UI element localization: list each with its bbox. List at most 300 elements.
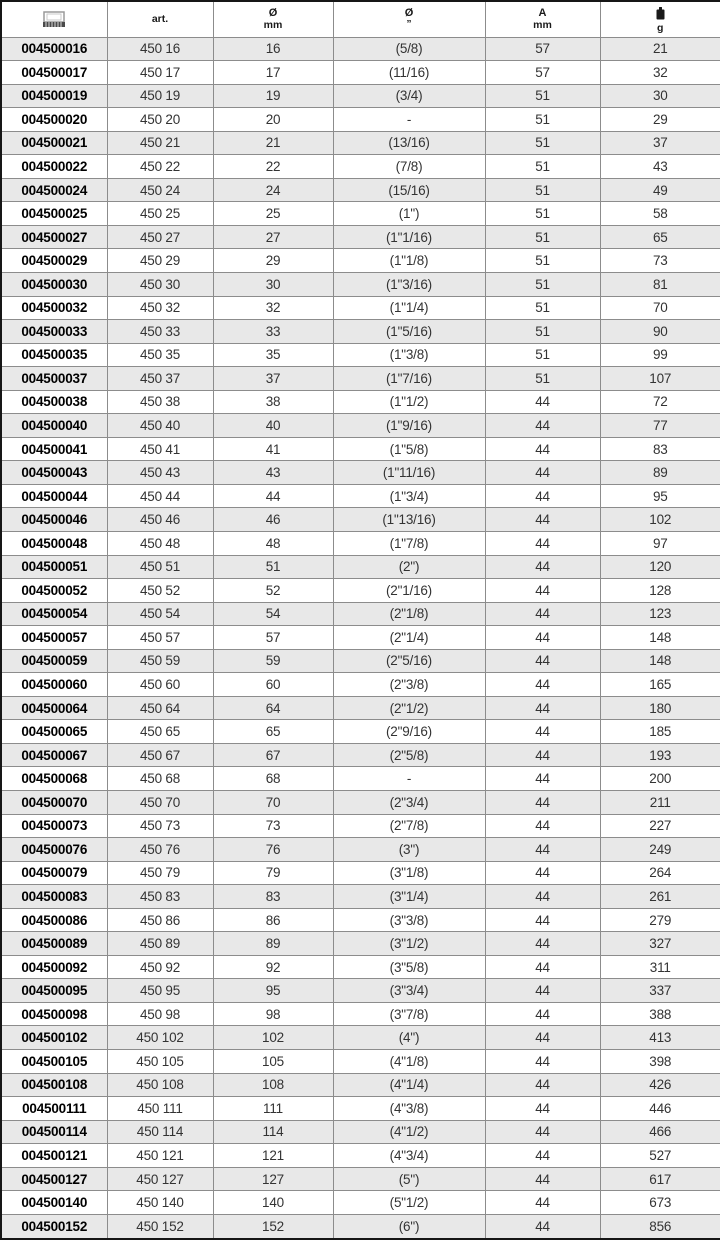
a-mm-cell: 51: [485, 84, 600, 108]
a-mm-cell: 51: [485, 178, 600, 202]
table-row: [1, 1002, 720, 1026]
diameter-mm-cell: 43: [213, 461, 333, 485]
diameter-inch-cell: (4"1/4): [333, 1073, 485, 1097]
table-header: [1, 1, 720, 37]
a-mm-cell: 44: [485, 814, 600, 838]
table-row: [1, 1097, 720, 1121]
art-cell: 450 19: [107, 84, 213, 108]
table-row: [1, 131, 720, 155]
ean-cell: 004500054: [1, 602, 107, 626]
diameter-mm-cell: 51: [213, 555, 333, 579]
ean-cell: 004500111: [1, 1097, 107, 1121]
weight-cell: 32: [600, 61, 720, 85]
weight-cell: 165: [600, 673, 720, 697]
table-row: [1, 531, 720, 555]
table-row: [1, 649, 720, 673]
column-unit-mm: mm: [263, 19, 283, 32]
ean-cell: 004500025: [1, 202, 107, 226]
diameter-mm-cell: 102: [213, 1026, 333, 1050]
a-mm-cell: 51: [485, 155, 600, 179]
weight-cell: 617: [600, 1167, 720, 1191]
diameter-mm-cell: 114: [213, 1120, 333, 1144]
art-cell: 450 57: [107, 626, 213, 650]
diameter-inch-cell: (15/16): [333, 178, 485, 202]
a-mm-cell: 44: [485, 390, 600, 414]
art-cell: 450 41: [107, 437, 213, 461]
ean-cell: 004500027: [1, 225, 107, 249]
a-mm-cell: 51: [485, 249, 600, 273]
art-cell: 450 33: [107, 320, 213, 344]
art-cell: 450 64: [107, 696, 213, 720]
art-cell: 450 65: [107, 720, 213, 744]
diameter-inch-cell: (1"13/16): [333, 508, 485, 532]
art-cell: 450 43: [107, 461, 213, 485]
table-row: [1, 390, 720, 414]
weight-cell: 107: [600, 367, 720, 391]
diameter-inch-cell: (1"7/16): [333, 367, 485, 391]
a-mm-cell: 44: [485, 531, 600, 555]
diameter-inch-cell: (3"1/2): [333, 932, 485, 956]
weight-cell: 673: [600, 1191, 720, 1215]
weight-cell: 99: [600, 343, 720, 367]
ean-cell: 004500105: [1, 1050, 107, 1074]
ean-cell: 004500052: [1, 579, 107, 603]
weight-cell: 58: [600, 202, 720, 226]
art-cell: 450 25: [107, 202, 213, 226]
diameter-inch-cell: (1"3/4): [333, 484, 485, 508]
weight-cell: 21: [600, 37, 720, 61]
diameter-mm-cell: 37: [213, 367, 333, 391]
a-mm-cell: 44: [485, 508, 600, 532]
weight-icon: [655, 7, 666, 20]
diameter-mm-cell: 83: [213, 885, 333, 909]
table-row: [1, 602, 720, 626]
a-mm-cell: 44: [485, 979, 600, 1003]
diameter-mm-cell: 79: [213, 861, 333, 885]
a-mm-cell: 44: [485, 1191, 600, 1215]
diameter-mm-cell: 29: [213, 249, 333, 273]
art-cell: 450 35: [107, 343, 213, 367]
art-cell: 450 95: [107, 979, 213, 1003]
diameter-mm-cell: 92: [213, 955, 333, 979]
table-row: [1, 555, 720, 579]
diameter-inch-cell: (2"5/8): [333, 743, 485, 767]
table-row: [1, 155, 720, 179]
weight-cell: 856: [600, 1214, 720, 1239]
column-header-diameter-mm: [213, 1, 333, 37]
ean-cell: 004500037: [1, 367, 107, 391]
a-mm-cell: 44: [485, 579, 600, 603]
diameter-mm-cell: 64: [213, 696, 333, 720]
column-unit-a-mm: mm: [533, 19, 552, 32]
weight-cell: 65: [600, 225, 720, 249]
table-row: [1, 838, 720, 862]
a-mm-cell: 44: [485, 414, 600, 438]
ean-cell: 004500020: [1, 108, 107, 132]
diameter-mm-cell: 22: [213, 155, 333, 179]
ean-cell: 004500019: [1, 84, 107, 108]
diameter-inch-cell: (2"1/2): [333, 696, 485, 720]
diameter-inch-cell: (7/8): [333, 155, 485, 179]
diameter-mm-cell: 89: [213, 932, 333, 956]
diameter-inch-cell: (1"3/16): [333, 272, 485, 296]
weight-cell: 200: [600, 767, 720, 791]
weight-cell: 123: [600, 602, 720, 626]
weight-cell: 279: [600, 908, 720, 932]
diameter-mm-cell: 48: [213, 531, 333, 555]
diameter-mm-cell: 46: [213, 508, 333, 532]
diameter-mm-cell: 52: [213, 579, 333, 603]
ean-cell: 004500033: [1, 320, 107, 344]
table-row: [1, 1050, 720, 1074]
diameter-inch-cell: (2"9/16): [333, 720, 485, 744]
diameter-inch-cell: (5/8): [333, 37, 485, 61]
diameter-mm-cell: 24: [213, 178, 333, 202]
table-row: [1, 84, 720, 108]
diameter-inch-cell: (1"9/16): [333, 414, 485, 438]
table-row: [1, 1167, 720, 1191]
column-label-diameter-inch: Ø: [404, 7, 414, 20]
table-row: [1, 367, 720, 391]
table-row: [1, 61, 720, 85]
table-body: [1, 37, 720, 1239]
diameter-mm-cell: 86: [213, 908, 333, 932]
art-cell: 450 86: [107, 908, 213, 932]
diameter-inch-cell: (1"5/16): [333, 320, 485, 344]
art-cell: 450 67: [107, 743, 213, 767]
ean-cell: 004500152: [1, 1214, 107, 1239]
diameter-mm-cell: 68: [213, 767, 333, 791]
art-cell: 450 60: [107, 673, 213, 697]
a-mm-cell: 44: [485, 437, 600, 461]
ean-cell: 004500059: [1, 649, 107, 673]
diameter-mm-cell: 57: [213, 626, 333, 650]
diameter-mm-cell: 127: [213, 1167, 333, 1191]
art-cell: 450 27: [107, 225, 213, 249]
table-row: [1, 320, 720, 344]
a-mm-cell: 44: [485, 673, 600, 697]
ean-cell: 004500030: [1, 272, 107, 296]
art-cell: 450 17: [107, 61, 213, 85]
ean-cell: 004500070: [1, 791, 107, 815]
ean-cell: 004500051: [1, 555, 107, 579]
diameter-mm-cell: 35: [213, 343, 333, 367]
table-row: [1, 1120, 720, 1144]
diameter-inch-cell: (1"7/8): [333, 531, 485, 555]
table-row: [1, 673, 720, 697]
a-mm-cell: 51: [485, 320, 600, 344]
diameter-inch-cell: (4"1/2): [333, 1120, 485, 1144]
weight-cell: 83: [600, 437, 720, 461]
art-cell: 450 68: [107, 767, 213, 791]
weight-cell: 180: [600, 696, 720, 720]
diameter-inch-cell: -: [333, 767, 485, 791]
diameter-mm-cell: 38: [213, 390, 333, 414]
table-row: [1, 955, 720, 979]
table-row: [1, 932, 720, 956]
a-mm-cell: 44: [485, 1214, 600, 1239]
diameter-inch-cell: (4"3/8): [333, 1097, 485, 1121]
diameter-inch-cell: (3"7/8): [333, 1002, 485, 1026]
table-row: [1, 1191, 720, 1215]
table-row: [1, 1214, 720, 1239]
column-unit-g: g: [657, 22, 664, 35]
a-mm-cell: 44: [485, 696, 600, 720]
table-row: [1, 696, 720, 720]
ean-cell: 004500041: [1, 437, 107, 461]
column-header-a-mm: [485, 1, 600, 37]
a-mm-cell: 44: [485, 626, 600, 650]
weight-cell: 120: [600, 555, 720, 579]
diameter-inch-cell: (13/16): [333, 131, 485, 155]
ean-cell: 004500044: [1, 484, 107, 508]
diameter-inch-cell: (1"1/16): [333, 225, 485, 249]
art-cell: 450 24: [107, 178, 213, 202]
table-row: [1, 908, 720, 932]
column-label-diameter: Ø: [268, 7, 278, 20]
column-header-weight: [600, 1, 720, 37]
diameter-mm-cell: 95: [213, 979, 333, 1003]
a-mm-cell: 44: [485, 649, 600, 673]
a-mm-cell: 44: [485, 1120, 600, 1144]
diameter-mm-cell: 59: [213, 649, 333, 673]
weight-cell: 311: [600, 955, 720, 979]
weight-cell: 193: [600, 743, 720, 767]
weight-cell: 37: [600, 131, 720, 155]
art-cell: 450 70: [107, 791, 213, 815]
table-row: [1, 296, 720, 320]
diameter-inch-cell: (1"1/8): [333, 249, 485, 273]
weight-cell: 466: [600, 1120, 720, 1144]
ean-cell: 004500086: [1, 908, 107, 932]
art-cell: 450 16: [107, 37, 213, 61]
column-header-ean: [1, 1, 107, 37]
diameter-inch-cell: (1"1/4): [333, 296, 485, 320]
table-row: [1, 343, 720, 367]
a-mm-cell: 57: [485, 37, 600, 61]
art-cell: 450 79: [107, 861, 213, 885]
diameter-inch-cell: (3/4): [333, 84, 485, 108]
table-row: [1, 861, 720, 885]
art-cell: 450 44: [107, 484, 213, 508]
a-mm-cell: 44: [485, 484, 600, 508]
ean-cell: 004500048: [1, 531, 107, 555]
ean-cell: 004500140: [1, 1191, 107, 1215]
a-mm-cell: 44: [485, 861, 600, 885]
diameter-mm-cell: 70: [213, 791, 333, 815]
weight-cell: 89: [600, 461, 720, 485]
art-cell: 450 102: [107, 1026, 213, 1050]
ean-cell: 004500024: [1, 178, 107, 202]
art-cell: 450 89: [107, 932, 213, 956]
a-mm-cell: 44: [485, 885, 600, 909]
a-mm-cell: 51: [485, 343, 600, 367]
art-cell: 450 52: [107, 579, 213, 603]
a-mm-cell: 44: [485, 1097, 600, 1121]
diameter-mm-cell: 44: [213, 484, 333, 508]
ean-cell: 004500057: [1, 626, 107, 650]
ean-cell: 004500076: [1, 838, 107, 862]
column-header-diameter-inch: [333, 1, 485, 37]
ean-cell: 004500083: [1, 885, 107, 909]
ean-cell: 004500067: [1, 743, 107, 767]
diameter-inch-cell: (2"1/4): [333, 626, 485, 650]
diameter-inch-cell: (11/16): [333, 61, 485, 85]
ean-cell: 004500040: [1, 414, 107, 438]
weight-cell: 327: [600, 932, 720, 956]
a-mm-cell: 44: [485, 555, 600, 579]
weight-cell: 49: [600, 178, 720, 202]
ean-cell: 004500102: [1, 1026, 107, 1050]
diameter-inch-cell: (4"): [333, 1026, 485, 1050]
art-cell: 450 22: [107, 155, 213, 179]
weight-cell: 388: [600, 1002, 720, 1026]
diameter-inch-cell: (3"): [333, 838, 485, 862]
ean-cell: 004500046: [1, 508, 107, 532]
diameter-mm-cell: 76: [213, 838, 333, 862]
ean-cell: 004500016: [1, 37, 107, 61]
ean-cell: 004500021: [1, 131, 107, 155]
ean-cell: 004500065: [1, 720, 107, 744]
ean-cell: 004500032: [1, 296, 107, 320]
table-row: [1, 767, 720, 791]
weight-cell: 30: [600, 84, 720, 108]
diameter-mm-cell: 33: [213, 320, 333, 344]
weight-cell: 426: [600, 1073, 720, 1097]
a-mm-cell: 51: [485, 367, 600, 391]
diameter-mm-cell: 60: [213, 673, 333, 697]
table-row: [1, 484, 720, 508]
a-mm-cell: 44: [485, 955, 600, 979]
diameter-mm-cell: 105: [213, 1050, 333, 1074]
weight-cell: 43: [600, 155, 720, 179]
a-mm-cell: 44: [485, 791, 600, 815]
ean-cell: 004500108: [1, 1073, 107, 1097]
header-row: [1, 1, 720, 37]
ean-cell: 004500127: [1, 1167, 107, 1191]
art-cell: 450 76: [107, 838, 213, 862]
weight-cell: 72: [600, 390, 720, 414]
diameter-mm-cell: 65: [213, 720, 333, 744]
weight-cell: 261: [600, 885, 720, 909]
a-mm-cell: 44: [485, 932, 600, 956]
weight-cell: 77: [600, 414, 720, 438]
art-cell: 450 121: [107, 1144, 213, 1168]
ean-cell: 004500017: [1, 61, 107, 85]
a-mm-cell: 44: [485, 720, 600, 744]
diameter-inch-cell: (2"7/8): [333, 814, 485, 838]
table-row: [1, 414, 720, 438]
art-cell: 450 21: [107, 131, 213, 155]
a-mm-cell: 44: [485, 1167, 600, 1191]
diameter-inch-cell: (3"5/8): [333, 955, 485, 979]
diameter-mm-cell: 20: [213, 108, 333, 132]
art-cell: 450 48: [107, 531, 213, 555]
a-mm-cell: 44: [485, 1050, 600, 1074]
art-cell: 450 83: [107, 885, 213, 909]
art-cell: 450 38: [107, 390, 213, 414]
diameter-mm-cell: 98: [213, 1002, 333, 1026]
diameter-inch-cell: (1"3/8): [333, 343, 485, 367]
table-row: [1, 202, 720, 226]
diameter-mm-cell: 140: [213, 1191, 333, 1215]
table-row: [1, 885, 720, 909]
diameter-inch-cell: (2"3/8): [333, 673, 485, 697]
table-row: [1, 1073, 720, 1097]
weight-cell: 97: [600, 531, 720, 555]
table-row: [1, 37, 720, 61]
table-row: [1, 579, 720, 603]
table-row: [1, 814, 720, 838]
column-unit-inch: ”: [406, 19, 412, 31]
diameter-mm-cell: 121: [213, 1144, 333, 1168]
diameter-mm-cell: 17: [213, 61, 333, 85]
a-mm-cell: 44: [485, 743, 600, 767]
art-cell: 450 98: [107, 1002, 213, 1026]
weight-cell: 90: [600, 320, 720, 344]
diameter-mm-cell: 152: [213, 1214, 333, 1239]
weight-cell: 413: [600, 1026, 720, 1050]
table-row: [1, 979, 720, 1003]
diameter-mm-cell: 41: [213, 437, 333, 461]
ean-cell: 004500043: [1, 461, 107, 485]
weight-cell: 337: [600, 979, 720, 1003]
art-cell: 450 114: [107, 1120, 213, 1144]
diameter-inch-cell: (5"1/2): [333, 1191, 485, 1215]
a-mm-cell: 51: [485, 225, 600, 249]
art-cell: 450 105: [107, 1050, 213, 1074]
table-row: [1, 178, 720, 202]
art-cell: 450 46: [107, 508, 213, 532]
art-cell: 450 29: [107, 249, 213, 273]
column-label-art: art.: [151, 13, 169, 26]
art-cell: 450 127: [107, 1167, 213, 1191]
diameter-inch-cell: (1"1/2): [333, 390, 485, 414]
weight-cell: 527: [600, 1144, 720, 1168]
column-header-art: [107, 1, 213, 37]
art-cell: 450 108: [107, 1073, 213, 1097]
art-cell: 450 73: [107, 814, 213, 838]
ean-cell: 004500114: [1, 1120, 107, 1144]
a-mm-cell: 44: [485, 838, 600, 862]
diameter-mm-cell: 108: [213, 1073, 333, 1097]
diameter-mm-cell: 111: [213, 1097, 333, 1121]
diameter-inch-cell: (3"1/8): [333, 861, 485, 885]
diameter-mm-cell: 16: [213, 37, 333, 61]
a-mm-cell: 51: [485, 108, 600, 132]
weight-cell: 249: [600, 838, 720, 862]
ean-cell: 004500022: [1, 155, 107, 179]
diameter-inch-cell: (6"): [333, 1214, 485, 1239]
weight-cell: 81: [600, 272, 720, 296]
diameter-inch-cell: (5"): [333, 1167, 485, 1191]
ean-cell: 004500098: [1, 1002, 107, 1026]
diameter-inch-cell: (1"11/16): [333, 461, 485, 485]
art-cell: 450 51: [107, 555, 213, 579]
a-mm-cell: 44: [485, 1026, 600, 1050]
weight-cell: 446: [600, 1097, 720, 1121]
diameter-inch-cell: (1"): [333, 202, 485, 226]
art-cell: 450 152: [107, 1214, 213, 1239]
table-row: [1, 508, 720, 532]
weight-cell: 211: [600, 791, 720, 815]
diameter-mm-cell: 25: [213, 202, 333, 226]
weight-cell: 185: [600, 720, 720, 744]
diameter-inch-cell: (1"5/8): [333, 437, 485, 461]
diameter-mm-cell: 32: [213, 296, 333, 320]
ean-cell: 004500089: [1, 932, 107, 956]
diameter-mm-cell: 54: [213, 602, 333, 626]
